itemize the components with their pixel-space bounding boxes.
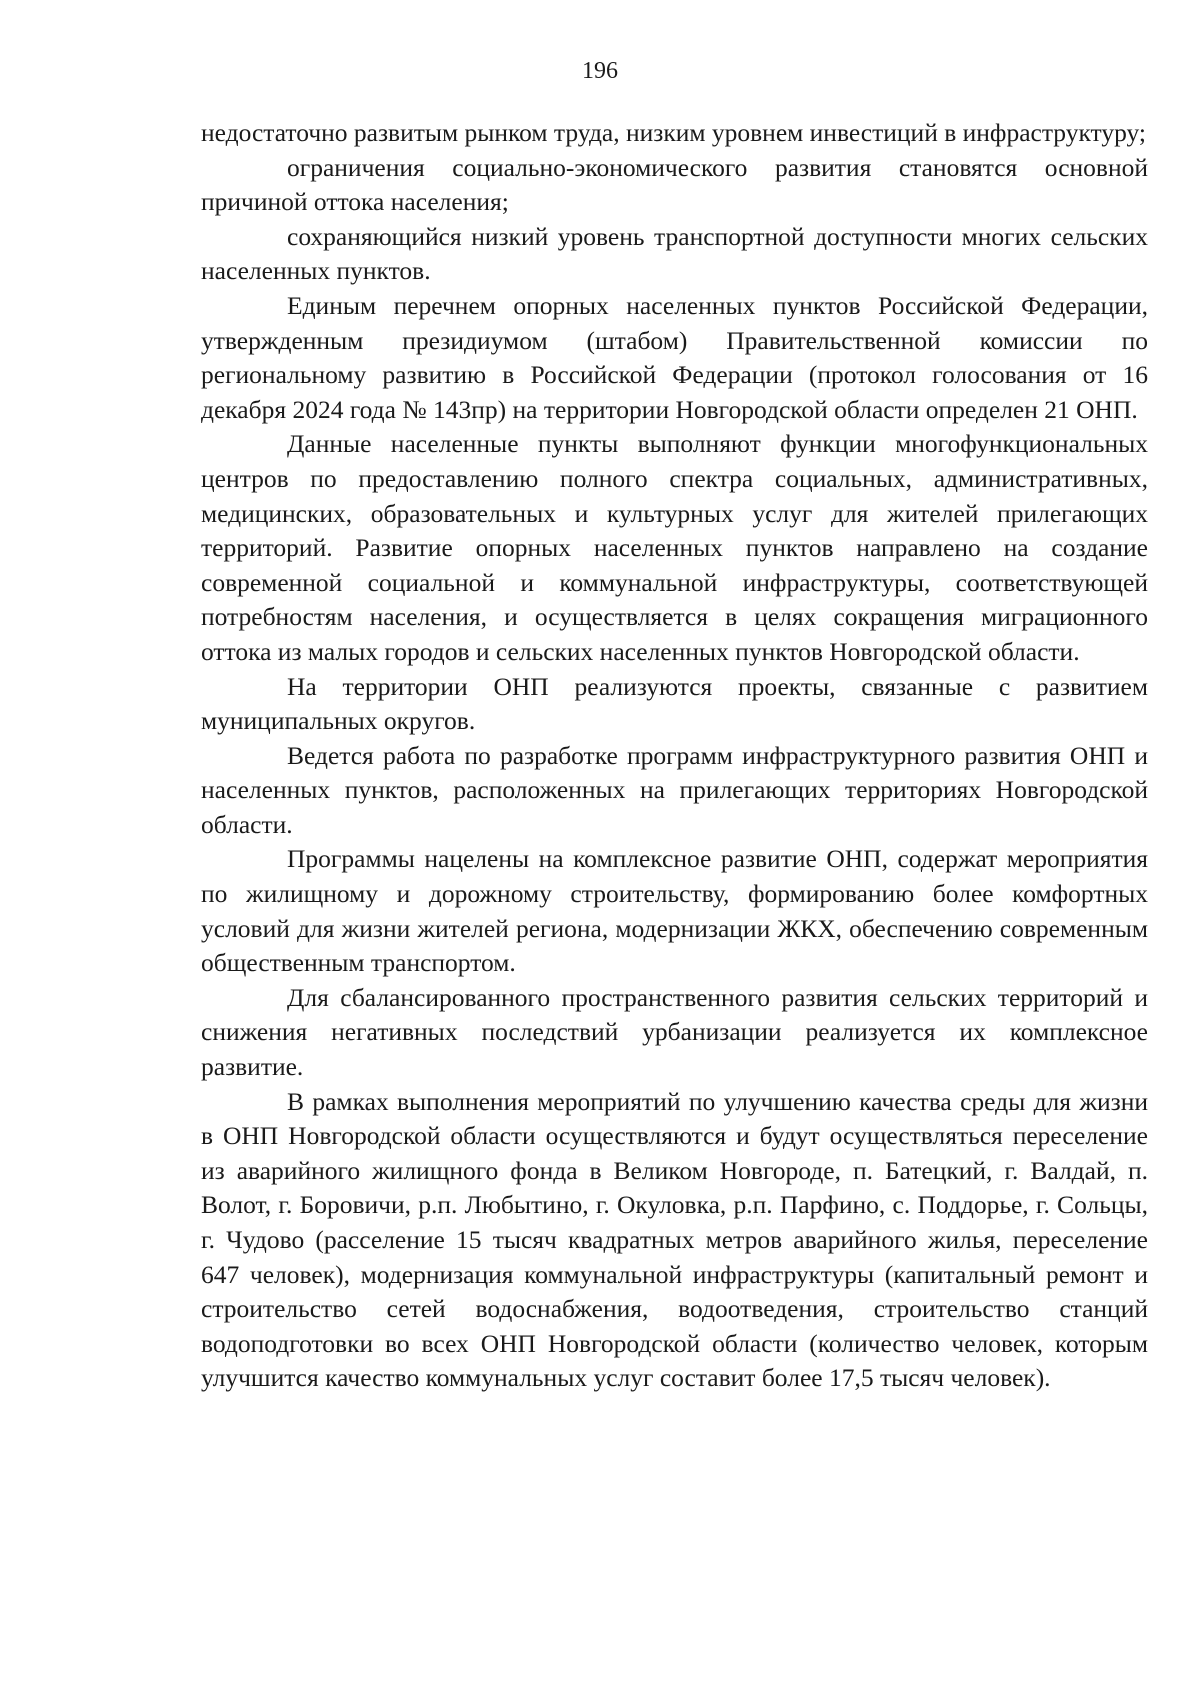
paragraph-living-environment: В рамках выполнения мероприятий по улучшению качества среды для жизни в ОНП Новгородской области осуществляются и будут осуществляться переселение из аварийного жилищного фонда в Великом Новгороде, п. Батецкий, г. Валдай, п. Волот, г. Боровичи, р.п. Любытино, г. Окуловка, р.п. Парфино, с. Поддорье, г. Сольцы, г. Чудово (расселение 15 тысяч квадратных метров аварийного жилья, переселение 647 человек), модернизация коммунальной инфраструктуры (капитальный ремонт и строительство сетей водоснабжения, водоотведения, строительство станций водоподготовки во всех ОНП Новгородской области (количество человек, которым улучшится качество коммунальных услуг составит более 17,5 тысяч человек).: [201, 1086, 1148, 1393]
paragraph-labor-market: недостаточно развитым рынком труда, низким уровнем инвестиций в инфраструктуру;: [201, 118, 1146, 147]
paragraph-program-goals: Программы нацелены на комплексное развитие ОНП, содержат мероприятия по жилищному и дорожному строительству, формированию более комфортных условий для жизни жителей региона, модернизации ЖКХ, обеспечению современным общественным транспортом.: [201, 844, 1148, 978]
paragraph-rural-development: Для сбалансированного пространственного развития сельских территорий и снижения негативных последствий урбанизации реализуется их комплексное развитие.: [201, 982, 1148, 1082]
paragraph-onp-projects: На территории ОНП реализуются проекты, связанные с развитием муниципальных округов.: [201, 671, 1148, 736]
paragraph-onp-list: Единым перечнем опорных населенных пунктов Российской Федерации, утвержденным президиумом (штабом) Правительственной комиссии по региональному развитию в Российской Федерации (протокол голосования от 16 декабря 2024 года № 143пр) на территории Новгородской области определен 21 ОНП.: [201, 290, 1148, 424]
paragraph-socioeconomic-limits: ограничения социально-экономического развития становятся основной причиной оттока населения;: [201, 152, 1148, 217]
page-number: 196: [582, 58, 618, 84]
paragraph-infrastructure-programs: Ведется работа по разработке программ инфраструктурного развития ОНП и населенных пунктов, расположенных на прилегающих территориях Новгородской области.: [201, 740, 1148, 839]
paragraph-onp-functions: Данные населенные пункты выполняют функции многофункциональных центров по предоставлению полного спектра социальных, административных, медицинских, образовательных и культурных услуг для жителей прилегающих территорий. Развитие опорных населенных пунктов направлено на создание современной социальной и коммунальной инфраструктуры, соответствующей потребностям населения, и осуществляется в целях сокращения миграционного оттока из малых городов и сельских населенных пунктов Новгородской области.: [201, 429, 1148, 666]
document-body: [201, 116, 1148, 1396]
paragraph-transport-access: сохраняющийся низкий уровень транспортной доступности многих сельских населенных пунктов.: [201, 221, 1148, 286]
